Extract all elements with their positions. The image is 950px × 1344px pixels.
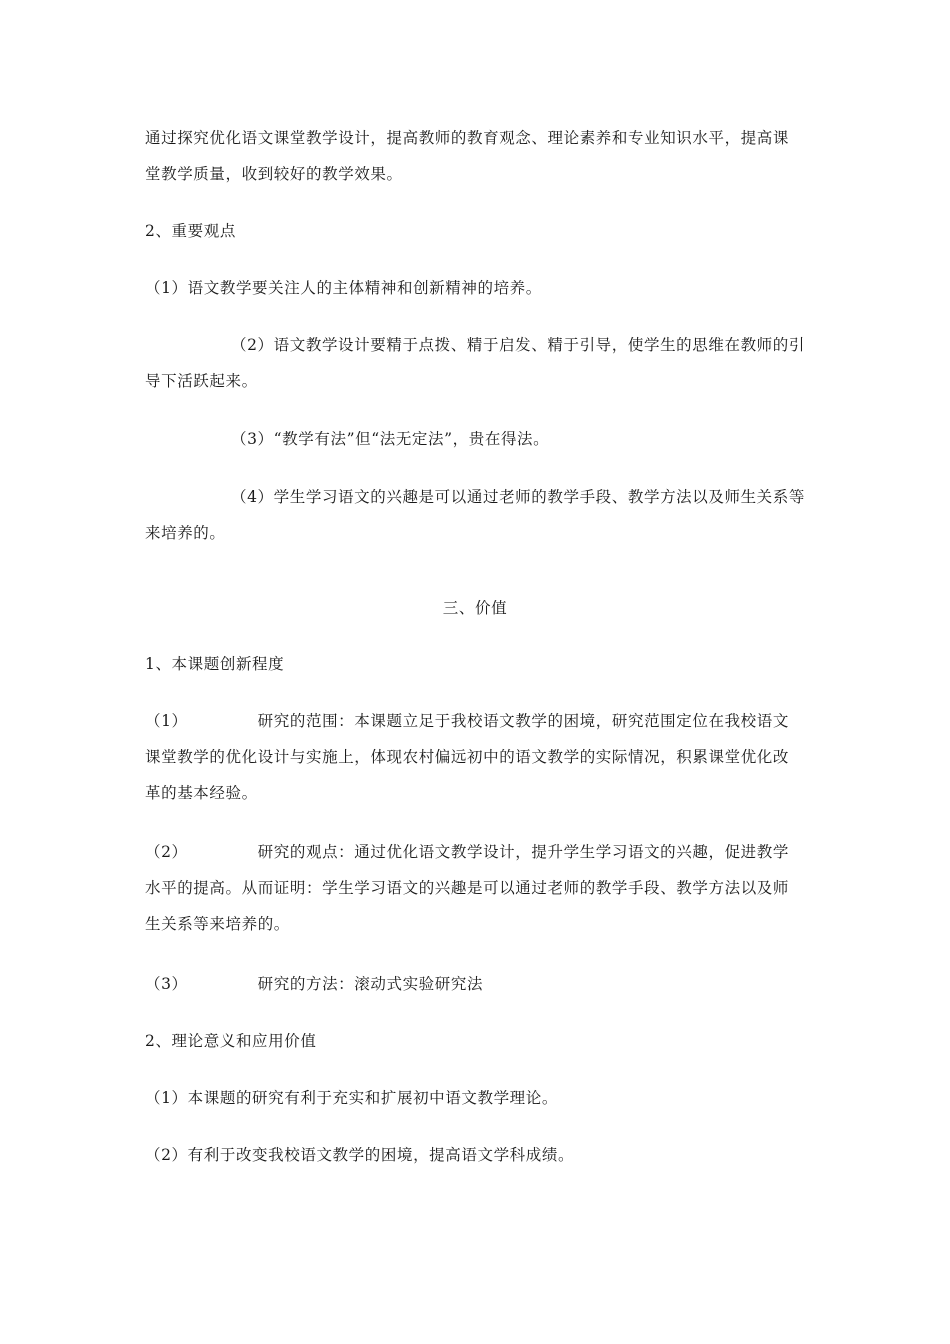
- item-text: 研究的观点：通过优化语文教学设计，提升学生学习语文的兴趣，促进教学水平的提高。从而证明：学生学习语文的兴趣是可以通过老师的教学手段、教学方法以及师生关系等来培养的。: [145, 843, 790, 933]
- theory-item: （2）有利于改变我校语文教学的困境，提高语文学科成绩。: [145, 1146, 575, 1164]
- item-number: （3）: [145, 975, 188, 993]
- viewpoint-item: （4）学生学习语文的兴趣是可以通过老师的教学手段、教学方法以及师生关系等来培养的。: [145, 488, 805, 542]
- innovation-item: [145, 834, 805, 942]
- intro-paragraph: 通过探究优化语文课堂教学设计，提高教师的教育观念、理论素养和专业知识水平，提高课堂教学质量，收到较好的教学效果。: [145, 129, 790, 183]
- innovation-item: [145, 703, 805, 811]
- viewpoint-item: （1）语文教学要关注人的主体精神和创新精神的培养。: [145, 279, 542, 297]
- chapter-heading-value: 三、价值: [442, 599, 508, 617]
- item-number: （1）: [145, 712, 188, 730]
- viewpoint-item: （2）语文教学设计要精于点拨、精于启发、精于引导，使学生的思维在教师的引导下活跃起来。: [145, 336, 805, 390]
- innovation-item: [145, 966, 805, 1002]
- item-number: （2）: [145, 843, 188, 861]
- item-text: 研究的范围：本课题立足于我校语文教学的困境，研究范围定位在我校语文课堂教学的优化设计与实施上，体现农村偏远初中的语文教学的实际情况，积累课堂优化改革的基本经验。: [145, 712, 790, 802]
- viewpoint-item: （3）“教学有法”但“法无定法”，贵在得法。: [231, 430, 550, 448]
- section-heading-viewpoints: 2、重要观点: [145, 222, 236, 240]
- section-heading-theory: 2、理论意义和应用价值: [145, 1032, 317, 1050]
- section-heading-innovation: 1、本课题创新程度: [145, 655, 285, 673]
- theory-item: （1）本课题的研究有利于充实和扩展初中语文教学理论。: [145, 1089, 558, 1107]
- item-text: 研究的方法：滚动式实验研究法: [257, 975, 484, 993]
